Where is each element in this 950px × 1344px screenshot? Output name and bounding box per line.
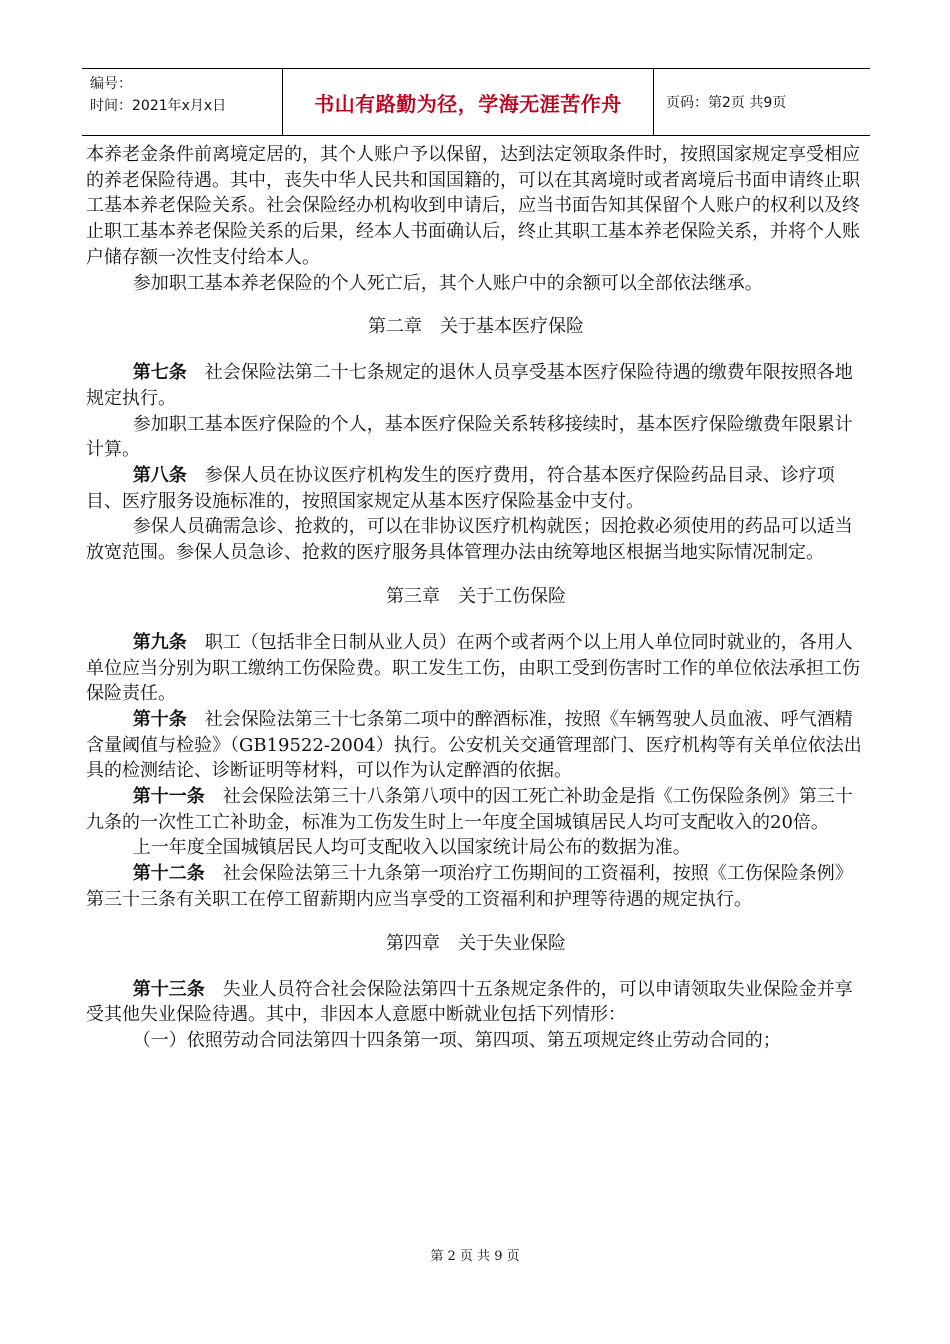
paragraph: 参加职工基本养老保险的个人死亡后，其个人账户中的余额可以全部依法继承。	[132, 272, 763, 294]
article-text: 社会保险法第三十九条第一项治疗工伤期间的工资福利，按照《工伤保险条例》第三十三条有关职工在停工留薪期内应当享受的工资福利和护理等待遇的规定执行。	[86, 863, 853, 910]
article-title: 第十条	[132, 708, 187, 730]
article-text: 社会保险法第二十七条规定的退休人员享受基本医疗保险待遇的缴费年限按照各地规定执行。	[86, 362, 853, 409]
article-paragraph	[86, 784, 866, 835]
paragraph: 参保人员确需急诊、抢救的，可以在非协议医疗机构就医；因抢救必须使用的药品可以适当放宽范围。参保人员急诊、抢救的医疗服务具体管理办法由统筹地区根据当地实际情况制定。	[86, 516, 853, 564]
header-meta	[82, 69, 282, 135]
paragraph: 参加职工基本医疗保险的个人，基本医疗保险关系转移接续时，基本医疗保险缴费年限累计计算。	[86, 413, 853, 461]
header-page-number: 页码：第2页 共9页	[666, 95, 787, 111]
document-date-label: 时间：2021年x月x日	[90, 98, 227, 114]
paragraph: 上一年度全国城镇居民人均可支配收入以国家统计局公布的数据为准。	[132, 837, 691, 859]
document-number-label: 编号：	[90, 76, 132, 92]
article-title: 第九条	[132, 631, 187, 653]
article-title: 第十三条	[132, 978, 205, 1000]
article-paragraph	[86, 861, 866, 912]
chapter-heading: 第四章 关于失业保险	[386, 932, 566, 954]
article-paragraph	[86, 463, 866, 514]
article-text: 职工（包括非全日制从业人员）在两个或者两个以上用人单位同时就业的，各用人单位应当分别为职工缴纳工伤保险费。职工发生工伤，由职工受到伤害时工作的单位依法承担工伤保险责任。	[86, 631, 860, 705]
paragraph: 本养老金条件前离境定居的，其个人账户予以保留，达到法定领取条件时，按照国家规定享受相应的养老保险待遇。其中，丧失中华人民共和国国籍的，可以在其离境时或者离境后书面申请终止职工基本养老保险关系。社会保险经办机构收到申请后，应当书面告知其保留个人账户的权利以及终止职工基本养老保险关系的后果，经本人书面确认后，终止其职工基本养老保险关系，并将个人账户储存额一次性支付给本人。	[86, 144, 860, 268]
article-title: 第十一条	[132, 786, 205, 808]
chapter-heading: 第二章 关于基本医疗保险	[368, 316, 584, 338]
article-paragraph	[86, 977, 866, 1028]
article-title: 第七条	[132, 362, 187, 384]
page-header	[82, 68, 870, 136]
article-text: 参保人员在协议医疗机构发生的医疗费用，符合基本医疗保险药品目录、诊疗项目、医疗服务设施标准的，按照国家规定从基本医疗保险基金中支付。	[86, 465, 835, 512]
header-motto: 书山有路勤为径，学海无涯苦作舟	[282, 69, 654, 135]
list-item: （一）依照劳动合同法第四十四条第一项、第四项、第五项规定终止劳动合同的；	[132, 1029, 781, 1051]
article-paragraph	[86, 707, 866, 784]
article-paragraph	[86, 360, 866, 411]
article-text: 社会保险法第三十八条第八项中的因工死亡补助金是指《工伤保险条例》第三十九条的一次性工亡补助金，标准为工伤发生时上一年度全国城镇居民人均可支配收入的20倍。	[86, 786, 853, 833]
article-title: 第八条	[132, 465, 187, 487]
article-text: 失业人员符合社会保险法第四十五条规定条件的，可以申请领取失业保险金并享受其他失业保险待遇。其中，非因本人意愿中断就业包括下列情形：	[86, 978, 853, 1026]
article-title: 第十二条	[132, 863, 205, 885]
article-paragraph	[86, 630, 866, 707]
article-text: 社会保险法第三十七条第二项中的醉酒标准，按照《车辆驾驶人员血液、呼气酒精含量阈值与检验》（GB19522-2004）执行。公安机关交通管理部门、医疗机构等有关单位依法出具的检测结论、诊断证明等材料，可以作为认定醉酒的依据。	[86, 708, 862, 782]
chapter-heading: 第三章 关于工伤保险	[386, 585, 566, 607]
document-body	[86, 142, 866, 1054]
page-footer: 第 2 页 共 9 页	[430, 1249, 520, 1264]
